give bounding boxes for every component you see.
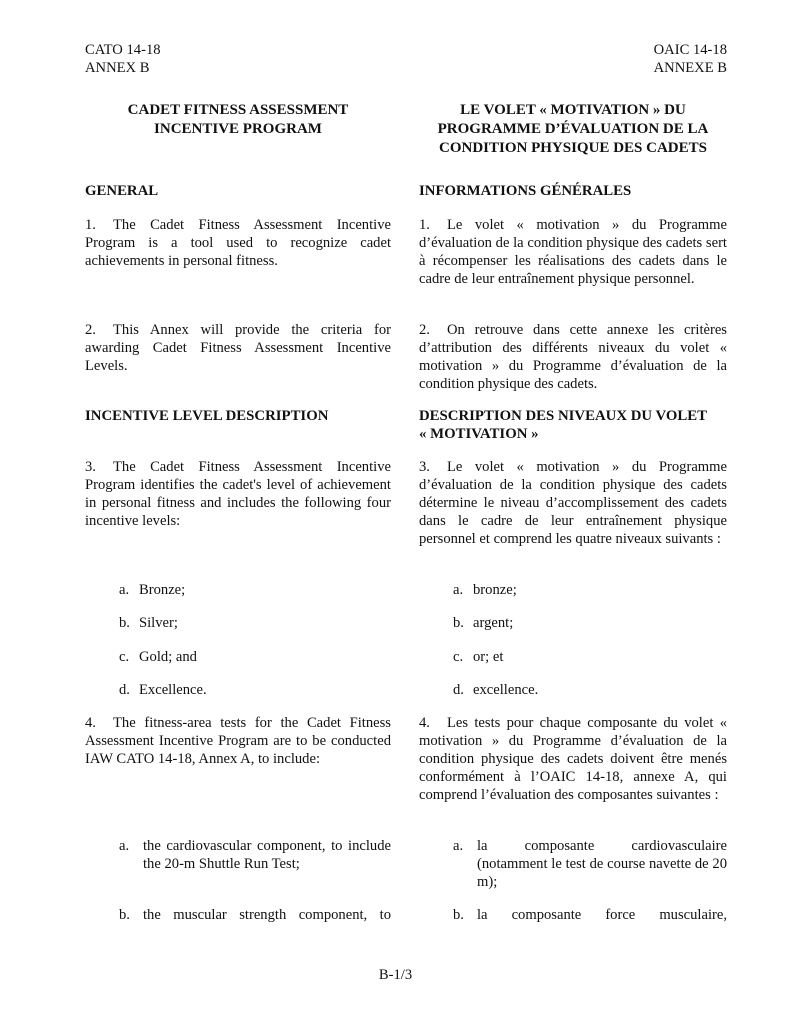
list-label: b. bbox=[453, 907, 464, 923]
annex-label-fr: ANNEXE B bbox=[653, 60, 727, 76]
annex-label-en: ANNEX B bbox=[85, 60, 150, 76]
level-item-bronze-fr bbox=[453, 581, 727, 599]
paragraph-number: 1. bbox=[419, 217, 430, 233]
component-item-strength-fr bbox=[453, 906, 727, 924]
section-general-fr: INFORMATIONS GÉNÉRALES bbox=[419, 183, 632, 199]
level-item-or-fr bbox=[453, 648, 727, 666]
list-text: or; et bbox=[473, 649, 504, 665]
paragraph-3-en bbox=[85, 458, 391, 530]
title-en bbox=[85, 101, 391, 139]
paragraph-3-fr bbox=[419, 458, 727, 548]
page-number: B-1/3 bbox=[378, 967, 413, 983]
title-en-line2: INCENTIVE PROGRAM bbox=[154, 121, 322, 137]
level-item-silver-en bbox=[119, 614, 391, 632]
paragraph-number: 2. bbox=[85, 322, 96, 338]
list-label: a. bbox=[453, 838, 464, 854]
list-label: a. bbox=[119, 582, 130, 598]
header-right bbox=[419, 41, 727, 77]
paragraph-text: Les tests pour chaque composante du volet « motivation » du Programme d’évaluation de la condition physique des cadets doivent être menés conformément à l’OAIC 14-18, annexe A, qui comprend l’évaluation des composantes suivantes : bbox=[419, 715, 727, 803]
list-label: b. bbox=[119, 615, 130, 631]
level-item-argent-fr bbox=[453, 614, 727, 632]
title-fr bbox=[419, 101, 727, 158]
list-text: the muscular strength component, to bbox=[143, 907, 391, 923]
level-item-bronze-en bbox=[119, 581, 391, 599]
doc-id-fr: OAIC 14-18 bbox=[653, 42, 727, 58]
component-item-strength-en bbox=[119, 906, 391, 924]
paragraph-1-fr bbox=[419, 216, 727, 288]
section-incentive-en: INCENTIVE LEVEL DESCRIPTION bbox=[85, 408, 329, 424]
list-text: Silver; bbox=[139, 615, 178, 631]
list-text: Gold; and bbox=[139, 649, 197, 665]
paragraph-4-fr bbox=[419, 714, 727, 804]
list-label: c. bbox=[453, 649, 464, 665]
paragraph-text: On retrouve dans cette annexe les critères d’attribution des différents niveaux du volet « motivation » du Programme d’évaluation de la condition physique des cadets. bbox=[419, 322, 727, 392]
level-item-gold-en bbox=[119, 648, 391, 666]
list-label: b. bbox=[453, 615, 464, 631]
title-fr-line1: LE VOLET « MOTIVATION » DU bbox=[460, 102, 686, 118]
paragraph-number: 4. bbox=[85, 715, 96, 731]
paragraph-number: 2. bbox=[419, 322, 430, 338]
paragraph-number: 3. bbox=[419, 459, 430, 475]
list-text: the cardiovascular component, to include the 20-m Shuttle Run Test; bbox=[143, 838, 391, 872]
list-text: Bronze; bbox=[139, 582, 186, 598]
list-text: excellence. bbox=[473, 682, 539, 698]
paragraph-text: The Cadet Fitness Assessment Incentive Program is a tool used to recognize cadet achievements in personal fitness. bbox=[85, 217, 391, 269]
list-label: d. bbox=[119, 682, 130, 698]
list-text: la composante cardiovasculaire (notamment le test de course navette de 20 m); bbox=[477, 838, 727, 890]
list-text: Excellence. bbox=[139, 682, 207, 698]
list-label: b. bbox=[119, 907, 130, 923]
paragraph-text: The fitness-area tests for the Cadet Fitness Assessment Incentive Program are to be conducted IAW CATO 14-18, Annex A, to include: bbox=[85, 715, 391, 767]
paragraph-1-en bbox=[85, 216, 391, 270]
paragraph-2-en bbox=[85, 321, 391, 375]
paragraph-number: 4. bbox=[419, 715, 430, 731]
list-text: argent; bbox=[473, 615, 514, 631]
list-label: a. bbox=[453, 582, 464, 598]
list-text: la composante force musculaire, bbox=[477, 907, 727, 923]
list-text: bronze; bbox=[473, 582, 517, 598]
title-fr-line3: CONDITION PHYSIQUE DES CADETS bbox=[439, 140, 707, 156]
list-label: a. bbox=[119, 838, 130, 854]
paragraph-text: Le volet « motivation » du Programme d’évaluation de la condition physique des cadets sert à récompenser les réalisations des cadets dans le cadre de leur entraînement physique personnel. bbox=[419, 217, 727, 287]
title-fr-line2: PROGRAMME D’ÉVALUATION DE LA bbox=[437, 121, 709, 137]
paragraph-text: The Cadet Fitness Assessment Incentive Program identifies the cadet's level of achievement in personal fitness and includes the following four incentive levels: bbox=[85, 459, 391, 529]
paragraph-number: 3. bbox=[85, 459, 96, 475]
paragraph-text: This Annex will provide the criteria for awarding Cadet Fitness Assessment Incentive Levels. bbox=[85, 322, 391, 374]
list-label: d. bbox=[453, 682, 464, 698]
paragraph-text: Le volet « motivation » du Programme d’évaluation de la condition physique des cadets détermine le niveau d’accomplissement des cadets dans le cadre de leur entraînement physique personnel et comprend les quatre niveaux suivants : bbox=[419, 459, 727, 547]
list-label: c. bbox=[119, 649, 130, 665]
header-left bbox=[85, 41, 391, 77]
section-incentive-fr-line1: DESCRIPTION DES NIVEAUX DU VOLET bbox=[419, 408, 708, 424]
paragraph-4-en bbox=[85, 714, 391, 768]
title-en-line1: CADET FITNESS ASSESSMENT bbox=[127, 102, 349, 118]
level-item-excellence-fr bbox=[453, 681, 727, 699]
component-item-cardio-en bbox=[119, 837, 391, 873]
section-incentive-fr-line2: « MOTIVATION » bbox=[419, 426, 539, 442]
section-incentive-fr bbox=[419, 407, 727, 443]
paragraph-number: 1. bbox=[85, 217, 96, 233]
doc-id-en: CATO 14-18 bbox=[85, 42, 161, 58]
section-general-en: GENERAL bbox=[85, 183, 159, 199]
level-item-excellence-en bbox=[119, 681, 391, 699]
component-item-cardio-fr bbox=[453, 837, 727, 891]
paragraph-2-fr bbox=[419, 321, 727, 393]
